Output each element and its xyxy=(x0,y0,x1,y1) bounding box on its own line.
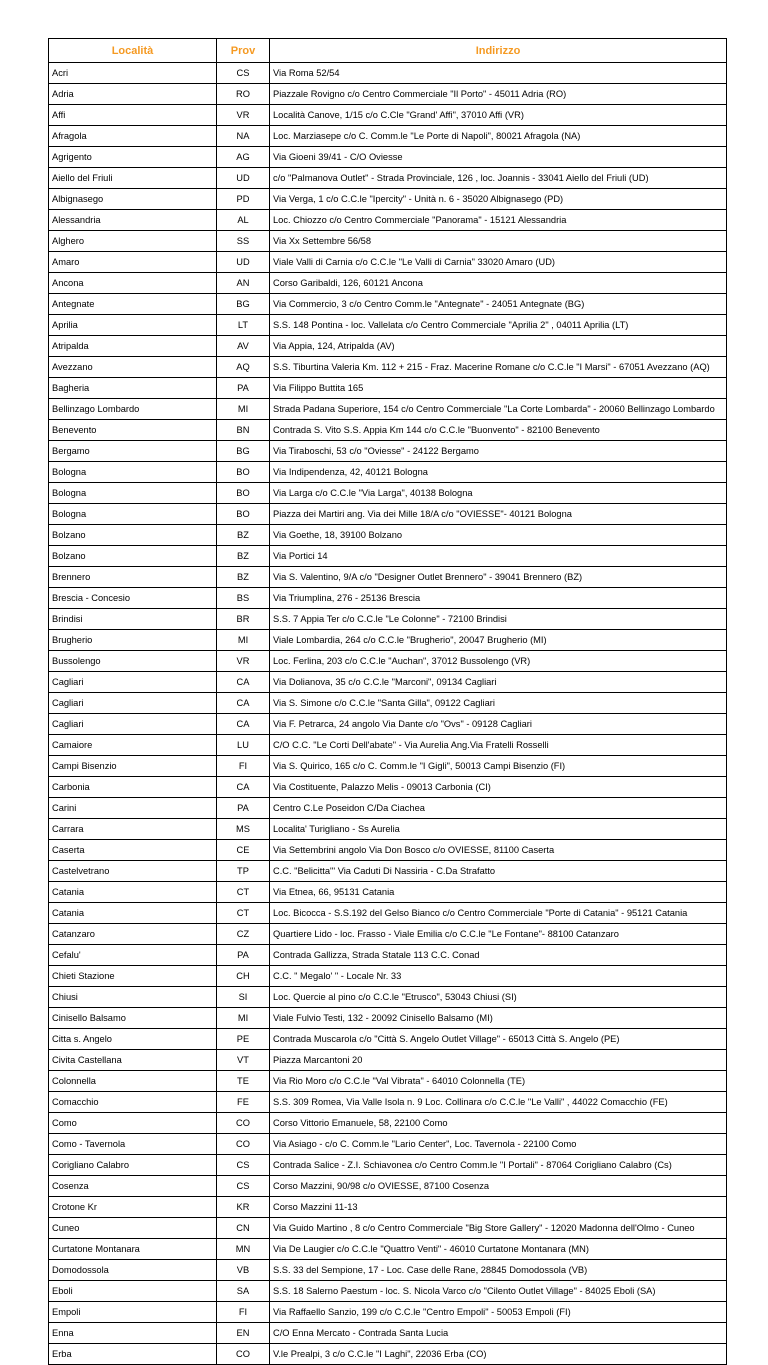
localita-cell: Erba xyxy=(49,1344,217,1365)
table-row xyxy=(49,1092,727,1113)
table-row xyxy=(49,945,727,966)
localita-cell: Brennero xyxy=(49,567,217,588)
indirizzo-cell: Via Settembrini angolo Via Don Bosco c/o OVIESSE, 81100 Caserta xyxy=(270,840,727,861)
prov-cell: LU xyxy=(217,735,270,756)
prov-cell: AL xyxy=(217,210,270,231)
prov-cell: UD xyxy=(217,168,270,189)
localita-cell: Catania xyxy=(49,882,217,903)
prov-cell: CS xyxy=(217,1155,270,1176)
table-row xyxy=(49,756,727,777)
table-row xyxy=(49,546,727,567)
localita-cell: Como xyxy=(49,1113,217,1134)
indirizzo-cell: Corso Garibaldi, 126, 60121 Ancona xyxy=(270,273,727,294)
prov-cell: AN xyxy=(217,273,270,294)
indirizzo-cell: Strada Padana Superiore, 154 c/o Centro Commerciale "La Corte Lombarda" - 20060 Bellinzago Lombardo xyxy=(270,399,727,420)
table-row xyxy=(49,441,727,462)
prov-cell: PA xyxy=(217,945,270,966)
indirizzo-cell: Via Goethe, 18, 39100 Bolzano xyxy=(270,525,727,546)
header-indirizzo: Indirizzo xyxy=(270,39,727,63)
table-row xyxy=(49,1029,727,1050)
indirizzo-cell: S.S. 309 Romea, Via Valle Isola n. 9 Loc. Collinara c/o C.C.le "Le Valli" , 44022 Comacchio (FE) xyxy=(270,1092,727,1113)
table-row xyxy=(49,819,727,840)
indirizzo-cell: C.C. "Belicitta"' Via Caduti Di Nassiria - C.Da Strafatto xyxy=(270,861,727,882)
indirizzo-cell: S.S. 33 del Sempione, 17 - Loc. Case delle Rane, 28845 Domodossola (VB) xyxy=(270,1260,727,1281)
table-row xyxy=(49,630,727,651)
localita-cell: Acri xyxy=(49,63,217,84)
indirizzo-cell: Centro C.Le Poseidon C/Da Ciachea xyxy=(270,798,727,819)
indirizzo-cell: Corso Vittorio Emanuele, 58, 22100 Como xyxy=(270,1113,727,1134)
prov-cell: CS xyxy=(217,63,270,84)
table-row xyxy=(49,672,727,693)
localita-cell: Cosenza xyxy=(49,1176,217,1197)
localita-cell: Empoli xyxy=(49,1302,217,1323)
table-row xyxy=(49,1302,727,1323)
localita-cell: Cagliari xyxy=(49,714,217,735)
indirizzo-cell: Viale Lombardia, 264 c/o C.C.le "Brugherio", 20047 Brugherio (MI) xyxy=(270,630,727,651)
indirizzo-cell: Contrada Muscarola c/o "Città S. Angelo Outlet Village" - 65013 Città S. Angelo (PE) xyxy=(270,1029,727,1050)
prov-cell: BN xyxy=(217,420,270,441)
indirizzo-cell: Via S. Simone c/o C.C.le "Santa Gilla", 09122 Cagliari xyxy=(270,693,727,714)
table-row xyxy=(49,693,727,714)
localita-cell: Caserta xyxy=(49,840,217,861)
indirizzo-cell: Via Etnea, 66, 95131 Catania xyxy=(270,882,727,903)
table-row xyxy=(49,1260,727,1281)
table-row xyxy=(49,1323,727,1344)
localita-cell: Brescia - Concesio xyxy=(49,588,217,609)
table-row xyxy=(49,420,727,441)
prov-cell: AG xyxy=(217,147,270,168)
table-row xyxy=(49,210,727,231)
store-list-sheet xyxy=(48,38,726,1365)
table-row xyxy=(49,462,727,483)
indirizzo-cell: Loc. Ferlina, 203 c/o C.C.le "Auchan", 37012 Bussolengo (VR) xyxy=(270,651,727,672)
table-row xyxy=(49,714,727,735)
localita-cell: Castelvetrano xyxy=(49,861,217,882)
localita-cell: Civita Castellana xyxy=(49,1050,217,1071)
table-row xyxy=(49,357,727,378)
table-row xyxy=(49,168,727,189)
table-row xyxy=(49,777,727,798)
prov-cell: CN xyxy=(217,1218,270,1239)
prov-cell: LT xyxy=(217,315,270,336)
localita-cell: Bologna xyxy=(49,504,217,525)
indirizzo-cell: S.S. 7 Appia Ter c/o C.C.le "Le Colonne" - 72100 Brindisi xyxy=(270,609,727,630)
table-row xyxy=(49,609,727,630)
localita-cell: Aprilia xyxy=(49,315,217,336)
localita-cell: Benevento xyxy=(49,420,217,441)
table-row xyxy=(49,924,727,945)
table-row xyxy=(49,483,727,504)
prov-cell: AV xyxy=(217,336,270,357)
indirizzo-cell: Via Roma 52/54 xyxy=(270,63,727,84)
prov-cell: FI xyxy=(217,1302,270,1323)
table-row xyxy=(49,735,727,756)
table-row xyxy=(49,567,727,588)
localita-cell: Bagheria xyxy=(49,378,217,399)
table-row xyxy=(49,525,727,546)
prov-cell: CT xyxy=(217,882,270,903)
table-row xyxy=(49,840,727,861)
localita-cell: Catania xyxy=(49,903,217,924)
table-row xyxy=(49,252,727,273)
table-row xyxy=(49,1113,727,1134)
indirizzo-cell: S.S. 18 Salerno Paestum - loc. S. Nicola Varco c/o "Cilento Outlet Village" - 84025 Eboli (SA) xyxy=(270,1281,727,1302)
indirizzo-cell: S.S. 148 Pontina - loc. Vallelata c/o Centro Commerciale "Aprilia 2" , 04011 Aprilia (LT) xyxy=(270,315,727,336)
prov-cell: BZ xyxy=(217,567,270,588)
header-prov: Prov xyxy=(217,39,270,63)
prov-cell: CZ xyxy=(217,924,270,945)
table-row xyxy=(49,1281,727,1302)
table-row xyxy=(49,105,727,126)
table-row xyxy=(49,273,727,294)
prov-cell: EN xyxy=(217,1323,270,1344)
prov-cell: MI xyxy=(217,1008,270,1029)
prov-cell: MN xyxy=(217,1239,270,1260)
indirizzo-cell: Contrada Gallizza, Strada Statale 113 C.C. Conad xyxy=(270,945,727,966)
indirizzo-cell: Loc. Chiozzo c/o Centro Commerciale "Panorama" - 15121 Alessandria xyxy=(270,210,727,231)
table-row xyxy=(49,378,727,399)
localita-cell: Corigliano Calabro xyxy=(49,1155,217,1176)
localita-cell: Bologna xyxy=(49,462,217,483)
table-row xyxy=(49,504,727,525)
table-row xyxy=(49,189,727,210)
table-row xyxy=(49,1218,727,1239)
indirizzo-cell: Via Asiago - c/o C. Comm.le "Lario Center", Loc. Tavernola - 22100 Como xyxy=(270,1134,727,1155)
table-row xyxy=(49,1155,727,1176)
prov-cell: CH xyxy=(217,966,270,987)
localita-cell: Cefalu' xyxy=(49,945,217,966)
localita-cell: Campi Bisenzio xyxy=(49,756,217,777)
localita-cell: Brugherio xyxy=(49,630,217,651)
prov-cell: UD xyxy=(217,252,270,273)
table-row xyxy=(49,861,727,882)
prov-cell: PA xyxy=(217,798,270,819)
prov-cell: SS xyxy=(217,231,270,252)
prov-cell: BO xyxy=(217,504,270,525)
indirizzo-cell: Loc. Bicocca - S.S.192 del Gelso Bianco c/o Centro Commerciale "Porte di Catania" - 95121 Catania xyxy=(270,903,727,924)
localita-cell: Bussolengo xyxy=(49,651,217,672)
indirizzo-cell: Piazzale Rovigno c/o Centro Commerciale "Il Porto" - 45011 Adria (RO) xyxy=(270,84,727,105)
indirizzo-cell: C.C. " Megalo' " - Locale Nr. 33 xyxy=(270,966,727,987)
prov-cell: VR xyxy=(217,105,270,126)
prov-cell: NA xyxy=(217,126,270,147)
localita-cell: Ancona xyxy=(49,273,217,294)
prov-cell: BZ xyxy=(217,546,270,567)
localita-cell: Aiello del Friuli xyxy=(49,168,217,189)
localita-cell: Chieti Stazione xyxy=(49,966,217,987)
prov-cell: BZ xyxy=(217,525,270,546)
indirizzo-cell: Contrada S. Vito S.S. Appia Km 144 c/o C.C.le "Buonvento" - 82100 Benevento xyxy=(270,420,727,441)
localita-cell: Amaro xyxy=(49,252,217,273)
indirizzo-cell: Corso Mazzini 11-13 xyxy=(270,1197,727,1218)
localita-cell: Carbonia xyxy=(49,777,217,798)
indirizzo-cell: Via Indipendenza, 42, 40121 Bologna xyxy=(270,462,727,483)
localita-cell: Curtatone Montanara xyxy=(49,1239,217,1260)
indirizzo-cell: Contrada Salice - Z.I. Schiavonea c/o Centro Comm.le "I Portali" - 87064 Corigliano Calabro (Cs) xyxy=(270,1155,727,1176)
prov-cell: VB xyxy=(217,1260,270,1281)
indirizzo-cell: c/o "Palmanova Outlet" - Strada Provinciale, 126 , loc. Joannis - 33041 Aiello del Friuli (UD) xyxy=(270,168,727,189)
table-row xyxy=(49,1050,727,1071)
localita-cell: Cuneo xyxy=(49,1218,217,1239)
indirizzo-cell: Via Raffaello Sanzio, 199 c/o C.C.le "Centro Empoli" - 50053 Empoli (FI) xyxy=(270,1302,727,1323)
localita-cell: Brindisi xyxy=(49,609,217,630)
table-row xyxy=(49,1197,727,1218)
indirizzo-cell: Viale Fulvio Testi, 132 - 20092 Cinisello Balsamo (MI) xyxy=(270,1008,727,1029)
prov-cell: FI xyxy=(217,756,270,777)
prov-cell: RO xyxy=(217,84,270,105)
indirizzo-cell: Piazza dei Martiri ang. Via dei Mille 18/A c/o "OVIESSE"- 40121 Bologna xyxy=(270,504,727,525)
localita-cell: Domodossola xyxy=(49,1260,217,1281)
prov-cell: TE xyxy=(217,1071,270,1092)
prov-cell: BG xyxy=(217,294,270,315)
localita-cell: Bellinzago Lombardo xyxy=(49,399,217,420)
indirizzo-cell: Località Canove, 1/15 c/o C.Cle "Grand' Affi", 37010 Affi (VR) xyxy=(270,105,727,126)
indirizzo-cell: Viale Valli di Carnia c/o C.C.le "Le Valli di Carnia" 33020 Amaro (UD) xyxy=(270,252,727,273)
localita-cell: Alghero xyxy=(49,231,217,252)
prov-cell: BO xyxy=(217,462,270,483)
prov-cell: KR xyxy=(217,1197,270,1218)
indirizzo-cell: Via Rio Moro c/o C.C.le "Val Vibrata" - 64010 Colonnella (TE) xyxy=(270,1071,727,1092)
indirizzo-cell: Via Commercio, 3 c/o Centro Comm.le "Antegnate" - 24051 Antegnate (BG) xyxy=(270,294,727,315)
indirizzo-cell: Via Verga, 1 c/o C.C.le "Ipercity" - Unità n. 6 - 35020 Albignasego (PD) xyxy=(270,189,727,210)
table-row xyxy=(49,126,727,147)
table-row xyxy=(49,147,727,168)
prov-cell: CA xyxy=(217,672,270,693)
prov-cell: VT xyxy=(217,1050,270,1071)
localita-cell: Como - Tavernola xyxy=(49,1134,217,1155)
prov-cell: PA xyxy=(217,378,270,399)
indirizzo-cell: Loc. Marziasepe c/o C. Comm.le "Le Porte di Napoli", 80021 Afragola (NA) xyxy=(270,126,727,147)
localita-cell: Cagliari xyxy=(49,693,217,714)
table-row xyxy=(49,966,727,987)
indirizzo-cell: S.S. Tiburtina Valeria Km. 112 + 215 - Fraz. Macerine Romane c/o C.C.le "I Marsi" - 67051 Avezzano (AQ) xyxy=(270,357,727,378)
indirizzo-cell: Via De Laugier c/o C.C.le "Quattro Venti" - 46010 Curtatone Montanara (MN) xyxy=(270,1239,727,1260)
indirizzo-cell: Via Xx Settembre 56/58 xyxy=(270,231,727,252)
table-row xyxy=(49,315,727,336)
localita-cell: Bergamo xyxy=(49,441,217,462)
localita-cell: Carini xyxy=(49,798,217,819)
localita-cell: Chiusi xyxy=(49,987,217,1008)
table-row xyxy=(49,336,727,357)
prov-cell: BO xyxy=(217,483,270,504)
localita-cell: Colonnella xyxy=(49,1071,217,1092)
table-row xyxy=(49,1008,727,1029)
prov-cell: SA xyxy=(217,1281,270,1302)
localita-cell: Affi xyxy=(49,105,217,126)
localita-cell: Antegnate xyxy=(49,294,217,315)
indirizzo-cell: Via Filippo Buttita 165 xyxy=(270,378,727,399)
table-row xyxy=(49,63,727,84)
localita-cell: Agrigento xyxy=(49,147,217,168)
table-row xyxy=(49,1071,727,1092)
prov-cell: CS xyxy=(217,1176,270,1197)
table-row xyxy=(49,231,727,252)
prov-cell: CE xyxy=(217,840,270,861)
indirizzo-cell: Loc. Quercie al pino c/o C.C.le "Etrusco", 53043 Chiusi (SI) xyxy=(270,987,727,1008)
indirizzo-cell: Via Portici 14 xyxy=(270,546,727,567)
table-row xyxy=(49,882,727,903)
table-row xyxy=(49,987,727,1008)
localita-cell: Enna xyxy=(49,1323,217,1344)
table-row xyxy=(49,903,727,924)
localita-cell: Eboli xyxy=(49,1281,217,1302)
prov-cell: CA xyxy=(217,714,270,735)
indirizzo-cell: Via Tiraboschi, 53 c/o "Oviesse" - 24122 Bergamo xyxy=(270,441,727,462)
table-row xyxy=(49,798,727,819)
localita-cell: Atripalda xyxy=(49,336,217,357)
prov-cell: MI xyxy=(217,630,270,651)
localita-cell: Crotone Kr xyxy=(49,1197,217,1218)
table-row xyxy=(49,399,727,420)
indirizzo-cell: C/O C.C. "Le Corti Dell'abate" - Via Aurelia Ang.Via Fratelli Rosselli xyxy=(270,735,727,756)
prov-cell: BR xyxy=(217,609,270,630)
header-localita: Località xyxy=(49,39,217,63)
table-row xyxy=(49,588,727,609)
localita-cell: Catanzaro xyxy=(49,924,217,945)
prov-cell: AQ xyxy=(217,357,270,378)
prov-cell: BS xyxy=(217,588,270,609)
indirizzo-cell: Quartiere Lido - loc. Frasso - Viale Emilia c/o C.C.le "Le Fontane"- 88100 Catanzaro xyxy=(270,924,727,945)
indirizzo-cell: Via Larga c/o C.C.le "Via Larga", 40138 Bologna xyxy=(270,483,727,504)
prov-cell: SI xyxy=(217,987,270,1008)
localita-cell: Albignasego xyxy=(49,189,217,210)
prov-cell: PE xyxy=(217,1029,270,1050)
localita-cell: Cinisello Balsamo xyxy=(49,1008,217,1029)
indirizzo-cell: Localita' Turigliano - Ss Aurelia xyxy=(270,819,727,840)
indirizzo-cell: V.le Prealpi, 3 c/o C.C.le "I Laghi", 22036 Erba (CO) xyxy=(270,1344,727,1365)
indirizzo-cell: Via F. Petrarca, 24 angolo Via Dante c/o "Ovs" - 09128 Cagliari xyxy=(270,714,727,735)
localita-cell: Afragola xyxy=(49,126,217,147)
prov-cell: CO xyxy=(217,1344,270,1365)
prov-cell: MS xyxy=(217,819,270,840)
localita-cell: Carrara xyxy=(49,819,217,840)
prov-cell: PD xyxy=(217,189,270,210)
localita-cell: Adria xyxy=(49,84,217,105)
table-row xyxy=(49,1176,727,1197)
table-row xyxy=(49,1239,727,1260)
prov-cell: CA xyxy=(217,777,270,798)
table-row xyxy=(49,84,727,105)
indirizzo-cell: Via Costituente, Palazzo Melis - 09013 Carbonia (CI) xyxy=(270,777,727,798)
localita-cell: Comacchio xyxy=(49,1092,217,1113)
indirizzo-cell: Corso Mazzini, 90/98 c/o OVIESSE, 87100 Cosenza xyxy=(270,1176,727,1197)
localita-cell: Bologna xyxy=(49,483,217,504)
prov-cell: TP xyxy=(217,861,270,882)
indirizzo-cell: Via Gioeni 39/41 - C/O Oviesse xyxy=(270,147,727,168)
indirizzo-cell: Via Triumplina, 276 - 25136 Brescia xyxy=(270,588,727,609)
indirizzo-cell: Piazza Marcantoni 20 xyxy=(270,1050,727,1071)
indirizzo-cell: Via S. Quirico, 165 c/o C. Comm.le "I Gigli", 50013 Campi Bisenzio (FI) xyxy=(270,756,727,777)
prov-cell: CT xyxy=(217,903,270,924)
localita-cell: Cagliari xyxy=(49,672,217,693)
table-row xyxy=(49,294,727,315)
indirizzo-cell: Via Appia, 124, Atripalda (AV) xyxy=(270,336,727,357)
table-body xyxy=(49,63,727,1365)
indirizzo-cell: Via Dolianova, 35 c/o C.C.le "Marconi", 09134 Cagliari xyxy=(270,672,727,693)
indirizzo-cell: Via S. Valentino, 9/A c/o "Designer Outlet Brennero" - 39041 Brennero (BZ) xyxy=(270,567,727,588)
localita-cell: Alessandria xyxy=(49,210,217,231)
store-table xyxy=(48,38,727,1365)
table-row xyxy=(49,1344,727,1365)
prov-cell: CO xyxy=(217,1113,270,1134)
table-row xyxy=(49,1134,727,1155)
indirizzo-cell: Via Guido Martino , 8 c/o Centro Commerciale "Big Store Gallery" - 12020 Madonna dell'Olmo - Cuneo xyxy=(270,1218,727,1239)
prov-cell: VR xyxy=(217,651,270,672)
prov-cell: CO xyxy=(217,1134,270,1155)
localita-cell: Bolzano xyxy=(49,546,217,567)
prov-cell: BG xyxy=(217,441,270,462)
prov-cell: CA xyxy=(217,693,270,714)
localita-cell: Bolzano xyxy=(49,525,217,546)
header-row xyxy=(49,39,727,63)
table-row xyxy=(49,651,727,672)
localita-cell: Avezzano xyxy=(49,357,217,378)
prov-cell: MI xyxy=(217,399,270,420)
localita-cell: Camaiore xyxy=(49,735,217,756)
localita-cell: Citta s. Angelo xyxy=(49,1029,217,1050)
indirizzo-cell: C/O Enna Mercato - Contrada Santa Lucia xyxy=(270,1323,727,1344)
prov-cell: FE xyxy=(217,1092,270,1113)
